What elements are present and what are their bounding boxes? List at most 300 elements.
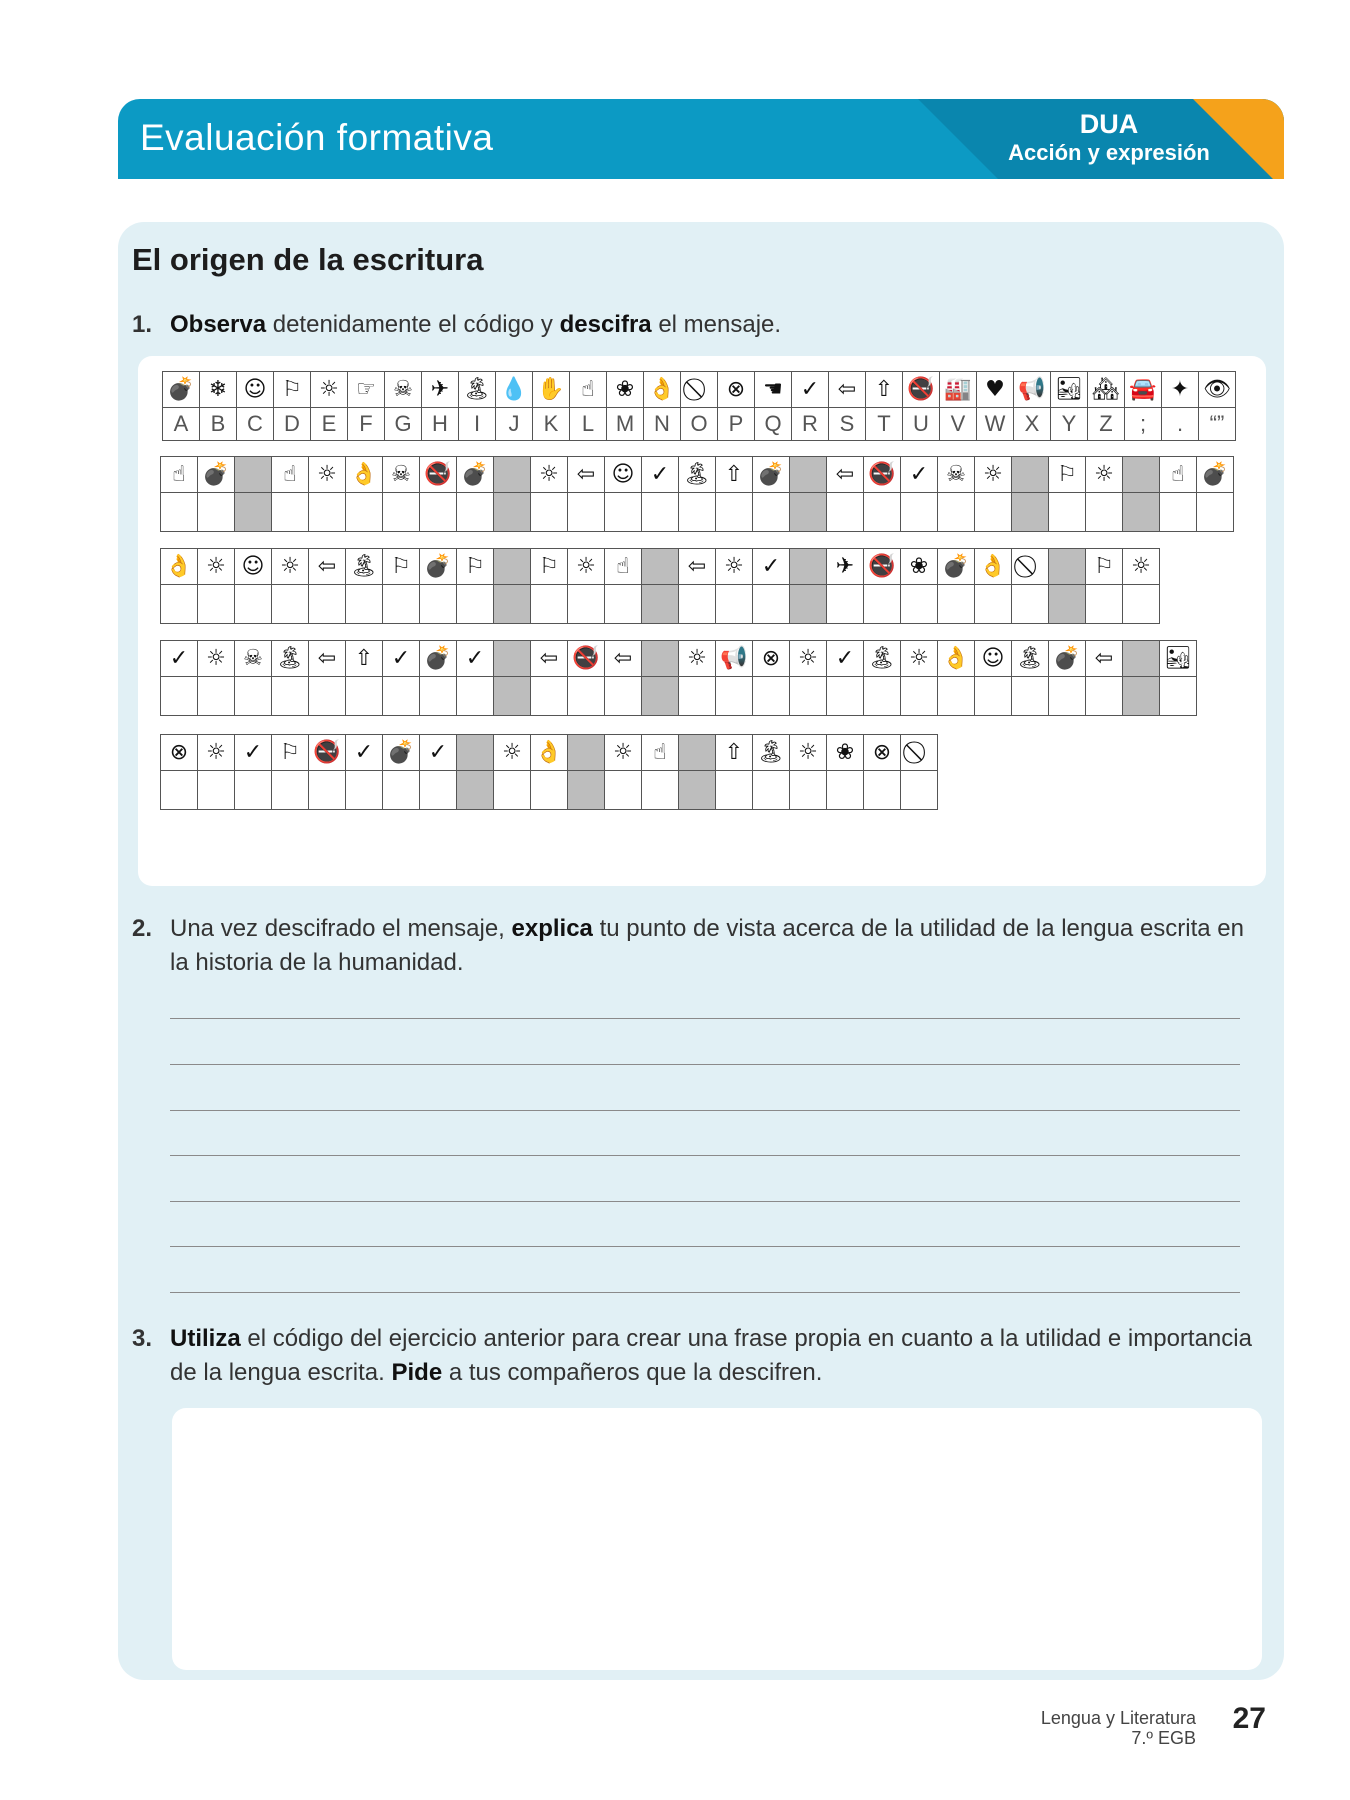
code-letter-cell: S [829,408,866,441]
q1-text-2: el mensaje. [651,311,782,338]
q1-text-1: detenidamente el código y [266,311,560,338]
code-letter-cell: Z [1088,408,1125,441]
answer-cell[interactable] [901,493,938,532]
message-symbol-cell: ⇦ [568,457,605,493]
word-gap [642,549,679,585]
message-symbol-cell: 🏝 [346,549,383,585]
answer-cell[interactable] [753,677,790,716]
code-symbol-cell: ✈ [422,372,459,408]
word-gap [1123,641,1160,677]
answer-cell[interactable] [309,493,346,532]
q3-text-1: el código del ejercicio anterior para crear una frase propia en cuanto a la utilidad e importancia [240,1325,1252,1352]
message-symbol-cell: ⇦ [827,457,864,493]
q2-bold-1: explica [511,915,593,942]
message-symbol-cell: ☼ [975,457,1012,493]
code-letter-cell: “” [1199,408,1236,441]
word-gap [1123,493,1160,532]
header-banner [118,99,1284,179]
answer-line-7[interactable] [170,1292,1240,1293]
q3-number: 3. [132,1325,153,1352]
message-symbol-cell: ☺ [975,641,1012,677]
answer-cell[interactable] [383,771,420,810]
message-symbol-cell: ☼ [568,549,605,585]
message-symbol-cell: ☺ [605,457,642,493]
answer-cell[interactable] [457,493,494,532]
answer-cell[interactable] [605,493,642,532]
code-symbol-cell: ☼ [311,372,348,408]
code-letter-cell: U [903,408,940,441]
word-gap [790,493,827,532]
code-letter-cell: B [200,408,237,441]
message-row-3 [160,640,1197,716]
answer-cell[interactable] [753,585,790,624]
code-symbol-cell: ✋ [533,372,570,408]
answer-cell[interactable] [716,585,753,624]
answer-cell[interactable] [346,493,383,532]
message-symbol-cell: ☼ [790,641,827,677]
code-symbol-cell: ⊗ [718,372,755,408]
message-symbol-cell: ☼ [605,735,642,771]
answer-line-5[interactable] [170,1201,1240,1202]
code-symbol-cell: 🏭 [940,372,977,408]
answer-cell[interactable] [457,677,494,716]
message-answers [161,677,1197,716]
answer-cell[interactable] [1049,677,1086,716]
answer-cell[interactable] [679,677,716,716]
message-symbol-cell: ❀ [827,735,864,771]
message-symbol-cell: 💣 [1197,457,1234,493]
code-symbol-cell: ✦ [1162,372,1199,408]
message-symbol-cell: ☝ [161,457,198,493]
answer-cell[interactable] [531,771,568,810]
page-number: 27 [1232,1702,1266,1735]
word-gap [494,585,531,624]
message-symbol-cell: 🚭 [420,457,457,493]
answer-cell[interactable] [716,771,753,810]
word-gap [235,457,272,493]
answer-cell[interactable] [679,493,716,532]
answer-cell[interactable] [346,677,383,716]
answer-cell[interactable] [531,677,568,716]
message-symbol-cell: ✓ [235,735,272,771]
message-symbol-cell: ✓ [901,457,938,493]
cipher-box [138,356,1266,886]
code-symbol-cell: 🚭 [903,372,940,408]
word-gap [494,677,531,716]
message-symbol-cell: 🏝 [272,641,309,677]
answer-cell[interactable] [309,585,346,624]
answer-cell[interactable] [531,585,568,624]
message-symbol-cell: ⇦ [679,549,716,585]
answer-cell[interactable] [901,677,938,716]
answer-cell[interactable] [568,493,605,532]
word-gap [1012,457,1049,493]
message-symbol-cell: ⚐ [272,735,309,771]
answer-line-1[interactable] [170,1018,1240,1019]
message-symbol-cell: 🏝 [864,641,901,677]
message-symbols [161,641,1197,677]
answer-cell[interactable] [1086,493,1123,532]
word-gap [457,735,494,771]
answer-cell[interactable] [790,677,827,716]
code-letter-cell: A [163,408,200,441]
message-symbol-cell: ☼ [1123,549,1160,585]
message-symbol-cell: ⇦ [531,641,568,677]
message-symbol-cell: 👌 [938,641,975,677]
dua-label [994,109,1224,167]
message-symbol-cell: ⚐ [1049,457,1086,493]
word-gap [568,735,605,771]
answer-cell[interactable] [272,493,309,532]
answer-cell[interactable] [161,677,198,716]
code-symbol-cell: 👌 [644,372,681,408]
message-symbol-cell: ⚐ [383,549,420,585]
message-symbol-cell: ⚐ [531,549,568,585]
answer-cell[interactable] [716,493,753,532]
answer-cell[interactable] [1012,677,1049,716]
q2-text-3: la historia de la humanidad. [170,949,464,976]
message-symbol-cell: ✓ [420,735,457,771]
message-symbol-cell: ☝ [272,457,309,493]
q3-bold-1: Utiliza [170,1325,241,1352]
answer-cell[interactable] [864,677,901,716]
message-symbol-cell: 💣 [938,549,975,585]
message-symbol-cell: ☼ [901,641,938,677]
answer-line-6[interactable] [170,1246,1240,1247]
code-letter-cell: N [644,408,681,441]
footer-grade: 7.º EGB [1131,1728,1196,1748]
code-symbol-cell: ✓ [792,372,829,408]
message-symbol-cell: 💣 [420,549,457,585]
message-symbol-cell: ⇦ [605,641,642,677]
message-symbol-cell: ☼ [309,457,346,493]
answer-box-3[interactable] [172,1408,1262,1670]
word-gap [1049,585,1086,624]
answer-cell[interactable] [420,585,457,624]
q3-bold-2: Pide [391,1359,443,1386]
answer-line-4[interactable] [170,1155,1240,1156]
answer-cell[interactable] [1086,585,1123,624]
code-symbol-cell: 🏜 [1051,372,1088,408]
word-gap [494,457,531,493]
answer-cell[interactable] [827,677,864,716]
answer-cell[interactable] [1197,493,1234,532]
code-letter-cell: E [311,408,348,441]
answer-cell[interactable] [272,585,309,624]
message-symbol-cell: ⇧ [716,457,753,493]
message-symbol-cell: ⊗ [161,735,198,771]
message-symbol-cell [1012,549,1049,585]
answer-cell[interactable] [827,493,864,532]
answer-cell[interactable] [975,677,1012,716]
message-symbol-cell: ✓ [161,641,198,677]
answer-cell[interactable] [1012,585,1049,624]
answer-cell[interactable] [864,585,901,624]
answer-cell[interactable] [938,585,975,624]
answer-cell[interactable] [679,585,716,624]
answer-cell[interactable] [494,771,531,810]
answer-cell[interactable] [235,677,272,716]
answer-cell[interactable] [642,493,679,532]
code-letter-cell: G [385,408,422,441]
message-answers [161,771,938,810]
code-symbol-cell: ❄ [200,372,237,408]
answer-cell[interactable] [346,585,383,624]
code-letter-cell: R [792,408,829,441]
code-letter-cell: . [1162,408,1199,441]
code-key-table [162,371,1236,441]
answer-cell[interactable] [161,771,198,810]
message-symbol-cell: ☼ [1086,457,1123,493]
message-symbol-cell: ☼ [494,735,531,771]
code-letter-cell: V [940,408,977,441]
message-symbol-cell: 👌 [346,457,383,493]
code-symbol-cell: ⚐ [274,372,311,408]
message-symbol-cell: 💣 [383,735,420,771]
word-gap [642,585,679,624]
q3-text-2: de la lengua escrita. [170,1359,392,1386]
code-letter-cell: W [977,408,1014,441]
answer-cell[interactable] [827,585,864,624]
answer-cell[interactable] [198,585,235,624]
code-symbol-cell: 🏘 [1088,372,1125,408]
word-gap [494,549,531,585]
answer-cell[interactable] [383,585,420,624]
message-symbol-cell: ☝ [1160,457,1197,493]
word-gap [790,457,827,493]
message-symbol-cell: ⇦ [309,549,346,585]
code-symbol-cell: ⇧ [866,372,903,408]
message-symbol-cell: ⚐ [457,549,494,585]
message-symbol-cell: 🏝 [753,735,790,771]
answer-cell[interactable] [420,493,457,532]
message-symbol-cell: ✈ [827,549,864,585]
answer-cell[interactable] [161,493,198,532]
message-symbol-cell: 💣 [198,457,235,493]
answer-cell[interactable] [753,493,790,532]
answer-cell[interactable] [383,493,420,532]
code-letter-cell: O [681,408,718,441]
answer-cell[interactable] [901,585,938,624]
answer-cell[interactable] [383,677,420,716]
message-symbols [161,549,1160,585]
code-symbol-cell: 💣 [163,372,200,408]
answer-cell[interactable] [420,677,457,716]
message-symbol-cell: ☼ [531,457,568,493]
answer-cell[interactable] [272,771,309,810]
answer-cell[interactable] [938,677,975,716]
code-letter-cell: Y [1051,408,1088,441]
message-symbol-cell: ☝ [642,735,679,771]
answer-cell[interactable] [864,771,901,810]
message-answers [161,585,1160,624]
answer-cell[interactable] [272,677,309,716]
message-symbol-cell: 👌 [975,549,1012,585]
answer-cell[interactable] [161,585,198,624]
code-symbol-cell: 📢 [1014,372,1051,408]
code-letter-cell: M [607,408,644,441]
message-symbol-cell: ⊗ [864,735,901,771]
message-symbol-cell: ☼ [198,549,235,585]
word-gap [1123,457,1160,493]
answer-cell[interactable] [1160,493,1197,532]
code-letter-cell: K [533,408,570,441]
message-answers [161,493,1234,532]
message-symbol-cell: 🚭 [568,641,605,677]
message-symbol-cell [901,735,938,771]
answer-cell[interactable] [1123,585,1160,624]
answer-cell[interactable] [568,585,605,624]
answer-cell[interactable] [716,677,753,716]
answer-cell[interactable] [420,771,457,810]
word-gap [494,641,531,677]
answer-cell[interactable] [975,493,1012,532]
message-symbol-cell: ☼ [272,549,309,585]
word-gap [1049,549,1086,585]
answer-cell[interactable] [642,771,679,810]
answer-cell[interactable] [309,771,346,810]
message-symbol-cell: ☝ [605,549,642,585]
message-symbol-cell: ☼ [679,641,716,677]
answer-cell[interactable] [901,771,938,810]
code-letter-cell: C [237,408,274,441]
message-symbol-cell: 💣 [753,457,790,493]
question-1 [132,308,781,342]
section-title: El origen de la escritura [132,242,484,277]
answer-cell[interactable] [198,677,235,716]
answer-cell[interactable] [827,771,864,810]
code-letter-cell: D [274,408,311,441]
answer-cell[interactable] [346,771,383,810]
message-symbol-cell: 👌 [161,549,198,585]
word-gap [790,549,827,585]
message-symbols [161,735,938,771]
code-symbol-cell: ☺ [237,372,274,408]
message-symbol-cell: ☼ [716,549,753,585]
q2-text-1: Una vez descifrado el mensaje, [170,915,512,942]
answer-cell[interactable] [198,493,235,532]
code-letter-cell: H [422,408,459,441]
footer-subject-name: Lengua y Literatura [1040,1708,1196,1728]
answer-cell[interactable] [790,771,827,810]
answer-cell[interactable] [605,771,642,810]
message-row-2 [160,548,1160,624]
answer-cell[interactable] [1049,493,1086,532]
message-row-4 [160,734,938,810]
message-symbol-cell: 💣 [1049,641,1086,677]
code-letter-cell: F [348,408,385,441]
word-gap [568,771,605,810]
answer-cell[interactable] [457,585,494,624]
message-symbols [161,457,1234,493]
message-row-1 [160,456,1234,532]
message-symbol-cell: ☠ [383,457,420,493]
answer-cell[interactable] [864,493,901,532]
code-letter-cell: L [570,408,607,441]
code-symbol-cell: 🚘 [1125,372,1162,408]
code-symbol-cell: ☚ [755,372,792,408]
code-letter-cell: P [718,408,755,441]
q1-bold-2: descifra [559,311,652,338]
question-3 [132,1322,1252,1390]
message-symbol-cell: ⊗ [753,641,790,677]
word-gap [790,585,827,624]
message-symbol-cell: 💣 [420,641,457,677]
word-gap [1123,677,1160,716]
answer-cell[interactable] [1160,677,1197,716]
message-symbol-cell: 🚭 [864,457,901,493]
message-symbol-cell: ☼ [790,735,827,771]
word-gap [642,641,679,677]
answer-line-3[interactable] [170,1110,1240,1111]
code-symbol-cell [681,372,718,408]
message-symbol-cell: ☠ [235,641,272,677]
answer-cell[interactable] [531,493,568,532]
message-symbol-cell: ⇧ [716,735,753,771]
code-letter-cell: X [1014,408,1051,441]
code-symbol-cell: ☞ [348,372,385,408]
message-symbol-cell: ☺ [235,549,272,585]
message-symbol-cell: ✓ [457,641,494,677]
question-2 [132,912,1244,980]
code-symbols-row [163,372,1236,408]
answer-cell[interactable] [975,585,1012,624]
answer-cell[interactable] [605,677,642,716]
word-gap [679,735,716,771]
message-symbol-cell: ❀ [901,549,938,585]
q3-text-3: a tus compañeros que la descifren. [442,1359,823,1386]
answer-cell[interactable] [198,771,235,810]
word-gap [642,677,679,716]
message-symbol-cell: ✓ [827,641,864,677]
message-symbol-cell: 🏜 [1160,641,1197,677]
q1-number: 1. [132,311,153,338]
message-symbol-cell: ✓ [346,735,383,771]
answer-cell[interactable] [235,771,272,810]
message-symbol-cell: 🏝 [1012,641,1049,677]
code-symbol-cell: ☝ [570,372,607,408]
answer-cell[interactable] [753,771,790,810]
message-symbol-cell: 💣 [457,457,494,493]
answer-cell[interactable] [605,585,642,624]
answer-cell[interactable] [568,677,605,716]
message-symbol-cell: 🚭 [309,735,346,771]
code-symbol-cell: ⇦ [829,372,866,408]
dua-title: DUA [1079,109,1139,139]
message-symbol-cell: ⇦ [309,641,346,677]
answer-cell[interactable] [235,585,272,624]
answer-cell[interactable] [938,493,975,532]
q2-text-2: tu punto de vista acerca de la utilidad de la lengua escrita en [592,915,1244,942]
code-letter-cell: T [866,408,903,441]
answer-cell[interactable] [1086,677,1123,716]
code-letter-cell: Q [755,408,792,441]
message-symbol-cell: ✓ [642,457,679,493]
q2-number: 2. [132,915,153,942]
answer-cell[interactable] [309,677,346,716]
code-symbol-cell: 💧 [496,372,533,408]
message-symbol-cell: 📢 [716,641,753,677]
code-symbol-cell: ♥ [977,372,1014,408]
message-symbol-cell: ⇦ [1086,641,1123,677]
answer-line-2[interactable] [170,1064,1240,1065]
code-symbol-cell: ❀ [607,372,644,408]
code-symbol-cell: 🏝 [459,372,496,408]
message-symbol-cell: 👌 [531,735,568,771]
code-letter-cell: ; [1125,408,1162,441]
message-symbol-cell: ⇧ [346,641,383,677]
code-letter-cell: I [459,408,496,441]
